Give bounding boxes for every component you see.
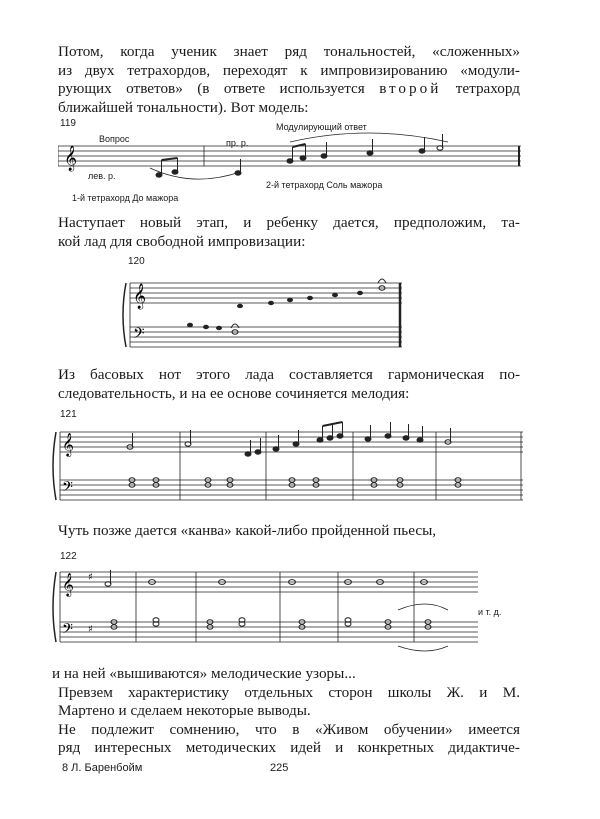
example-number: 121 bbox=[60, 409, 77, 420]
text-line: Превзем характеристику отдельных сторон школы Ж. и М. bbox=[58, 683, 520, 701]
svg-text:𝄢: 𝄢 bbox=[133, 325, 145, 346]
svg-text:𝄞: 𝄞 bbox=[62, 572, 74, 596]
music-label-etc: и т. д. bbox=[478, 607, 502, 617]
text-line: Наступает новый этап, и ребенку дается, предположим, та- bbox=[58, 214, 520, 231]
text-line: Не подлежит сомнению, что в «Живом обучении» имеется bbox=[58, 720, 520, 738]
text-line: Из басовых нот этого лада составляется гармоническая по- bbox=[58, 366, 520, 383]
svg-text:𝄞: 𝄞 bbox=[64, 146, 78, 171]
music-example-119 bbox=[58, 132, 528, 192]
example-number: 122 bbox=[60, 551, 77, 562]
text-line: ближайшей тональности). Вот модель: bbox=[58, 98, 309, 116]
svg-text:♯: ♯ bbox=[88, 572, 93, 583]
music-example-122 bbox=[48, 560, 488, 658]
music-label-right-hand: пр. р. bbox=[226, 138, 249, 148]
music-label-tetrachord-2: 2-й тетрахорд Соль мажора bbox=[266, 180, 383, 190]
svg-text:♯: ♯ bbox=[88, 624, 93, 635]
music-example-120 bbox=[118, 265, 418, 361]
music-label-question: Вопрос bbox=[99, 134, 130, 144]
paragraph-1 bbox=[58, 43, 520, 117]
text-line: из двух тетрахордов, переходят к импровизированию «модули- bbox=[58, 61, 520, 79]
svg-text:𝄢: 𝄢 bbox=[62, 621, 73, 641]
text-line: Чуть позже дается «канва» какой-либо пройденной пьесы, bbox=[58, 522, 437, 539]
svg-text:𝄞: 𝄞 bbox=[62, 432, 74, 456]
text-line: следовательность, и на ее основе сочиняется мелодия: bbox=[58, 384, 410, 402]
example-number: 120 bbox=[128, 256, 145, 267]
music-example-121 bbox=[48, 418, 528, 518]
svg-text:𝄞: 𝄞 bbox=[133, 284, 147, 309]
paragraph-4 bbox=[58, 522, 520, 541]
music-label-left-hand: лев. р. bbox=[88, 171, 116, 181]
footer-signature: 8 Л. Баренбойм bbox=[62, 762, 143, 774]
text-line: кой лад для свободной импровизации: bbox=[58, 232, 306, 250]
paragraph-3 bbox=[58, 366, 520, 403]
text-line: и на ней «вышиваются» мелодические узоры... bbox=[52, 665, 356, 682]
svg-text:𝄢: 𝄢 bbox=[62, 479, 73, 499]
example-number: 119 bbox=[60, 118, 76, 129]
music-label-answer: Модулирующий ответ bbox=[276, 122, 367, 132]
music-label-tetrachord-1: 1-й тетрахорд До мажора bbox=[72, 193, 179, 203]
paragraph-2 bbox=[58, 214, 520, 251]
text-line: рующих ответов» (в ответе используется второй тетрахорд bbox=[58, 80, 521, 98]
page-number: 225 bbox=[270, 762, 289, 774]
text-line: ряд интересных методических идей и конкретных дидактиче- bbox=[58, 739, 520, 757]
text-line: Потом, когда ученик знает ряд тональностей, «сложенных» bbox=[58, 43, 520, 60]
paragraph-5 bbox=[52, 665, 520, 758]
text-line: Мартено и сделаем некоторые выводы. bbox=[58, 702, 311, 720]
